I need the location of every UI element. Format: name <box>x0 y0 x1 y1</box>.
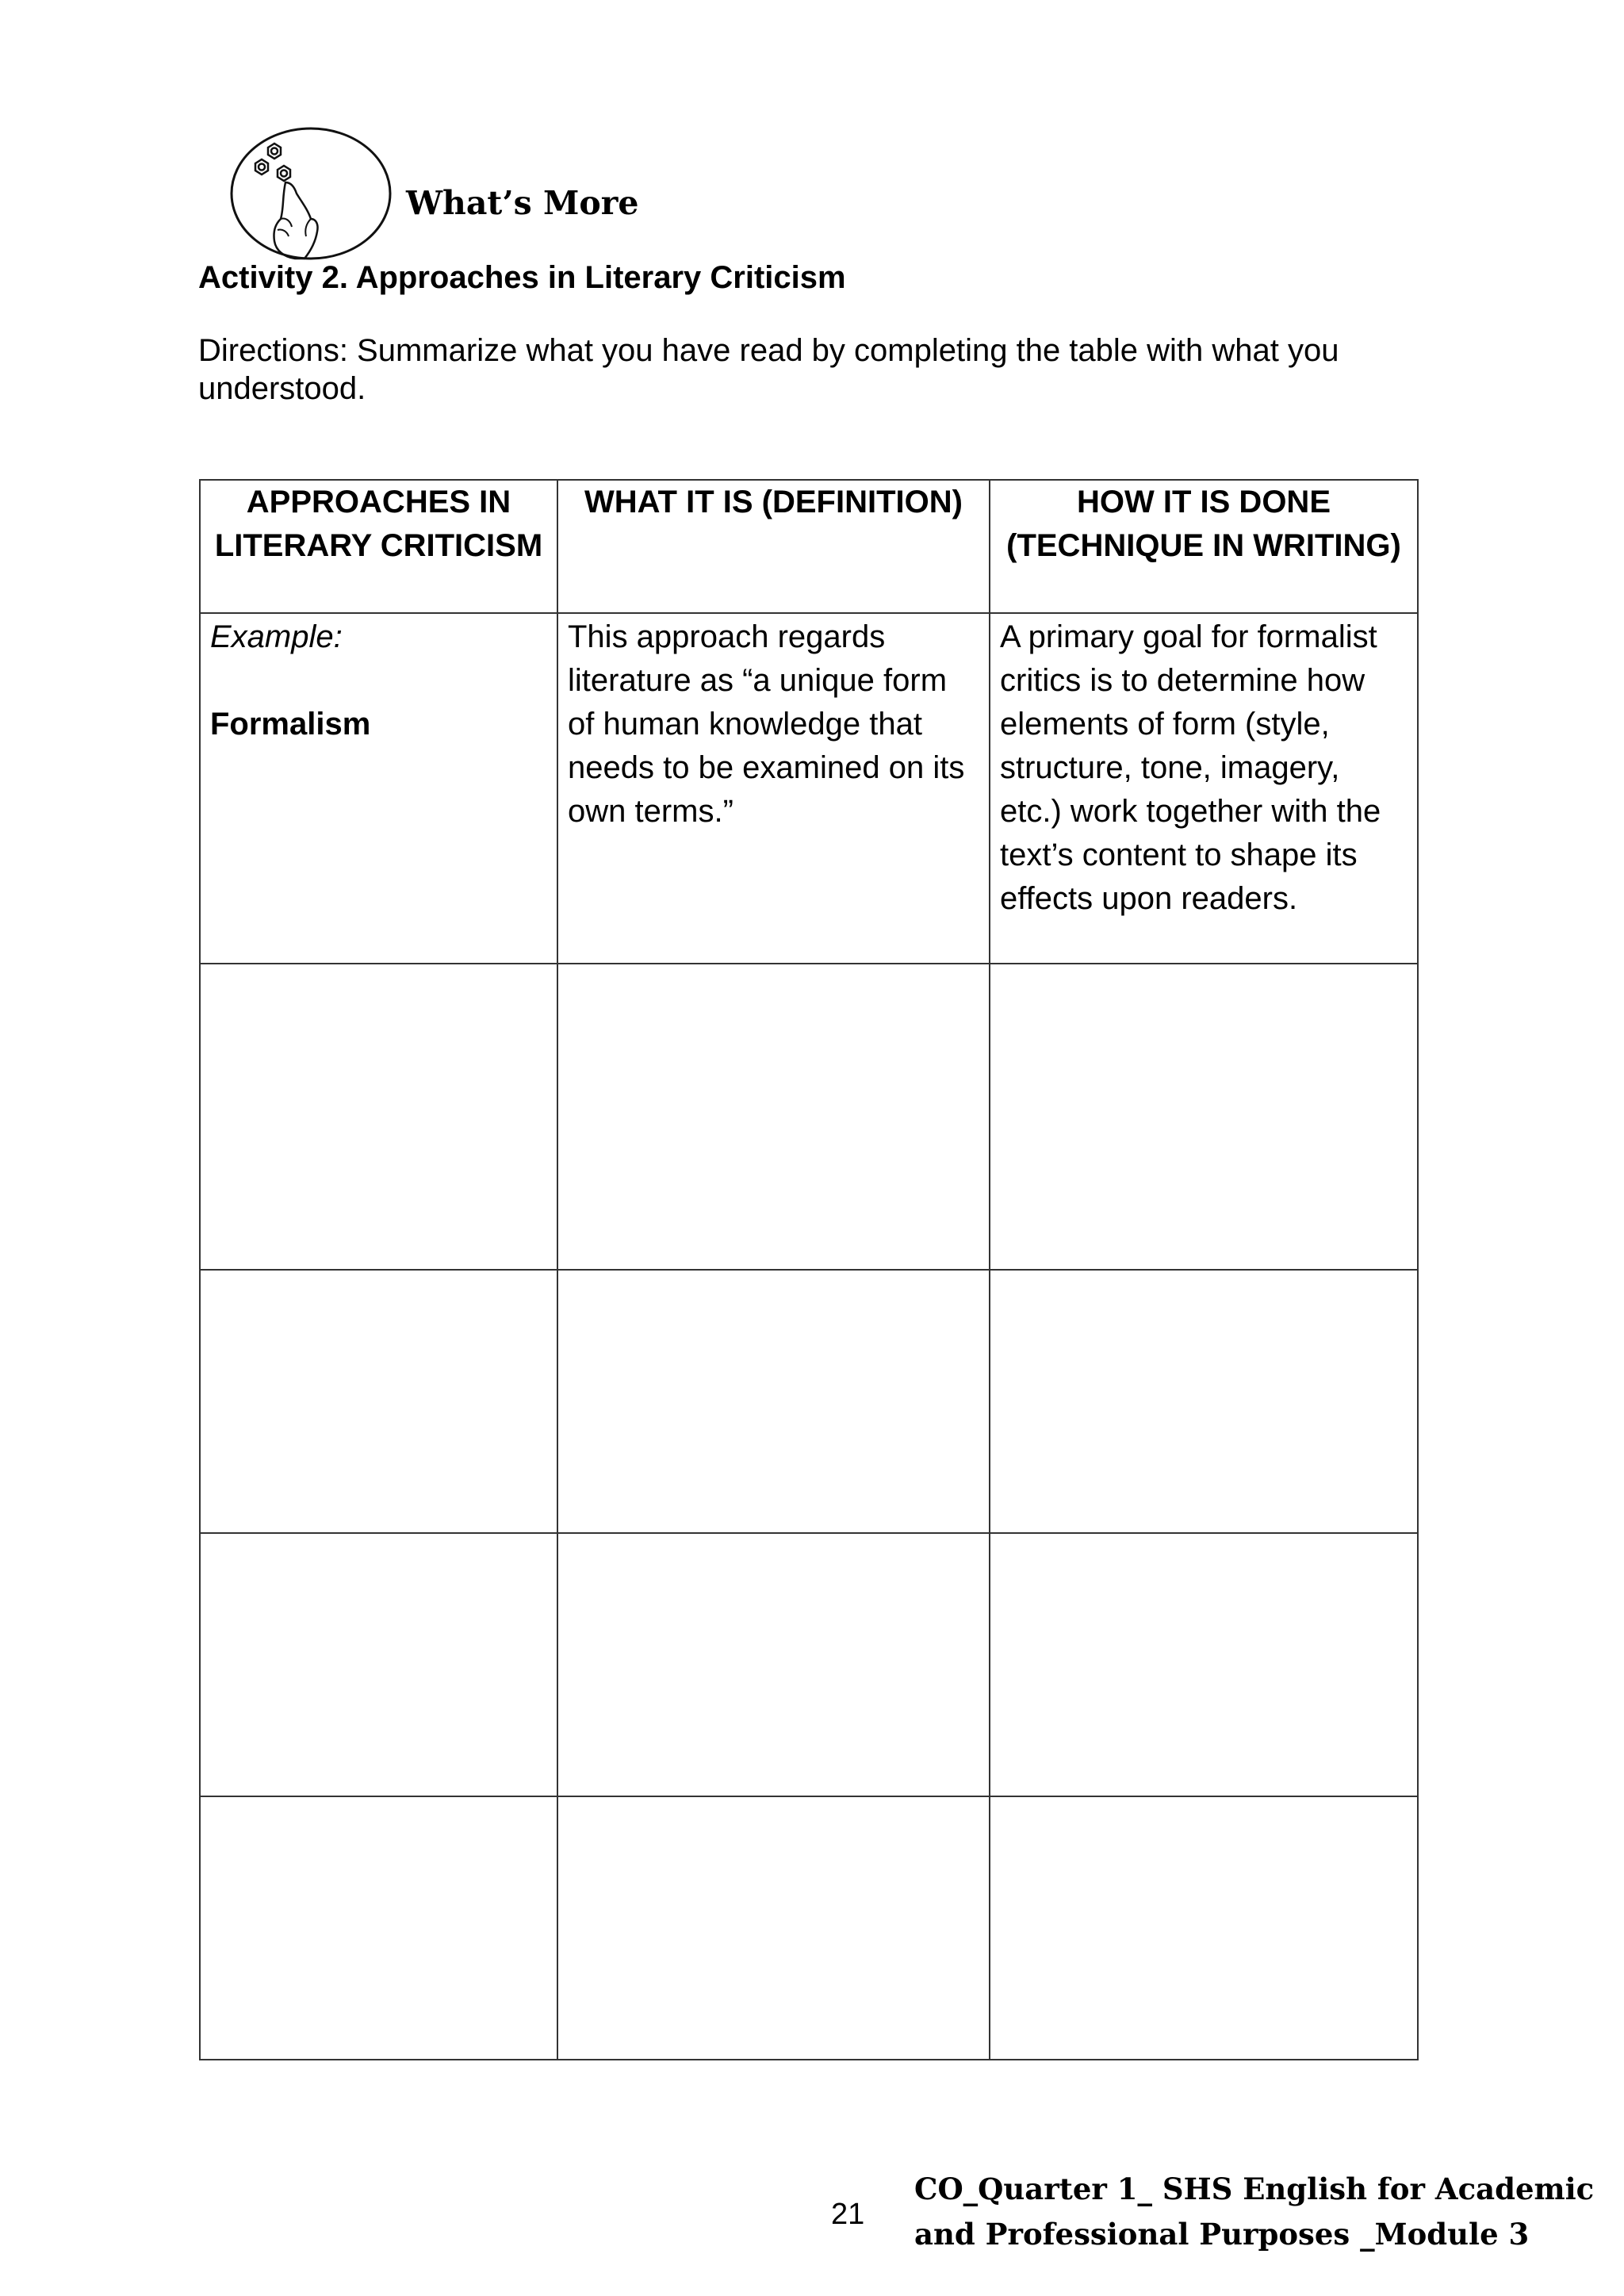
blank-approach-cell[interactable] <box>200 1796 557 2060</box>
table-header-row <box>200 480 1418 613</box>
example-row <box>200 613 1418 964</box>
blank-definition-cell[interactable] <box>557 1533 990 1796</box>
header-definition: WHAT IT IS (DEFINITION) <box>557 480 990 613</box>
header-approaches: APPROACHES IN LITERARY CRITICISM <box>200 480 557 613</box>
directions-text: Directions: Summarize what you have read by completing the table with what you understood. <box>198 333 1339 406</box>
blank-definition-cell[interactable] <box>557 1796 990 2060</box>
table-row <box>200 1270 1418 1533</box>
blank-approach-cell[interactable] <box>200 1270 557 1533</box>
blank-definition-cell[interactable] <box>557 1270 990 1533</box>
blank-technique-cell[interactable] <box>990 1270 1418 1533</box>
module-footer <box>914 2167 1594 2257</box>
activity-title: Activity 2. Approaches in Literary Criticism <box>198 260 846 295</box>
example-label: Example: <box>210 619 343 654</box>
blank-approach-cell[interactable] <box>200 1533 557 1796</box>
blank-approach-cell[interactable] <box>200 964 557 1270</box>
section-title: What’s More <box>406 184 639 222</box>
blank-technique-cell[interactable] <box>990 1533 1418 1796</box>
footer-line-2: and Professional Purposes _Module 3 <box>914 2217 1530 2252</box>
header-technique: HOW IT IS DONE (TECHNIQUE IN WRITING) <box>990 480 1418 613</box>
table-row <box>200 1533 1418 1796</box>
blank-technique-cell[interactable] <box>990 964 1418 1270</box>
blank-technique-cell[interactable] <box>990 1796 1418 2060</box>
footer-line-1: CO_Quarter 1_ SHS English for Academic <box>914 2171 1595 2206</box>
blank-definition-cell[interactable] <box>557 964 990 1270</box>
table-row <box>200 1796 1418 2060</box>
hand-with-nuts-icon <box>228 125 392 262</box>
example-approach-name: Formalism <box>210 707 371 742</box>
example-technique-cell: A primary goal for formalist critics is to determine how elements of form (style, structure, tone, imagery, etc.) work together with the text’s content to shape its effects upon readers. <box>990 613 1418 964</box>
table-row <box>200 964 1418 1270</box>
example-approach-cell <box>200 613 557 964</box>
example-definition-cell: This approach regards literature as “a unique form of human knowledge that needs to be examined on its own terms.” <box>557 613 990 964</box>
criticism-table <box>199 479 1419 2060</box>
page-number: 21 <box>831 2198 865 2231</box>
